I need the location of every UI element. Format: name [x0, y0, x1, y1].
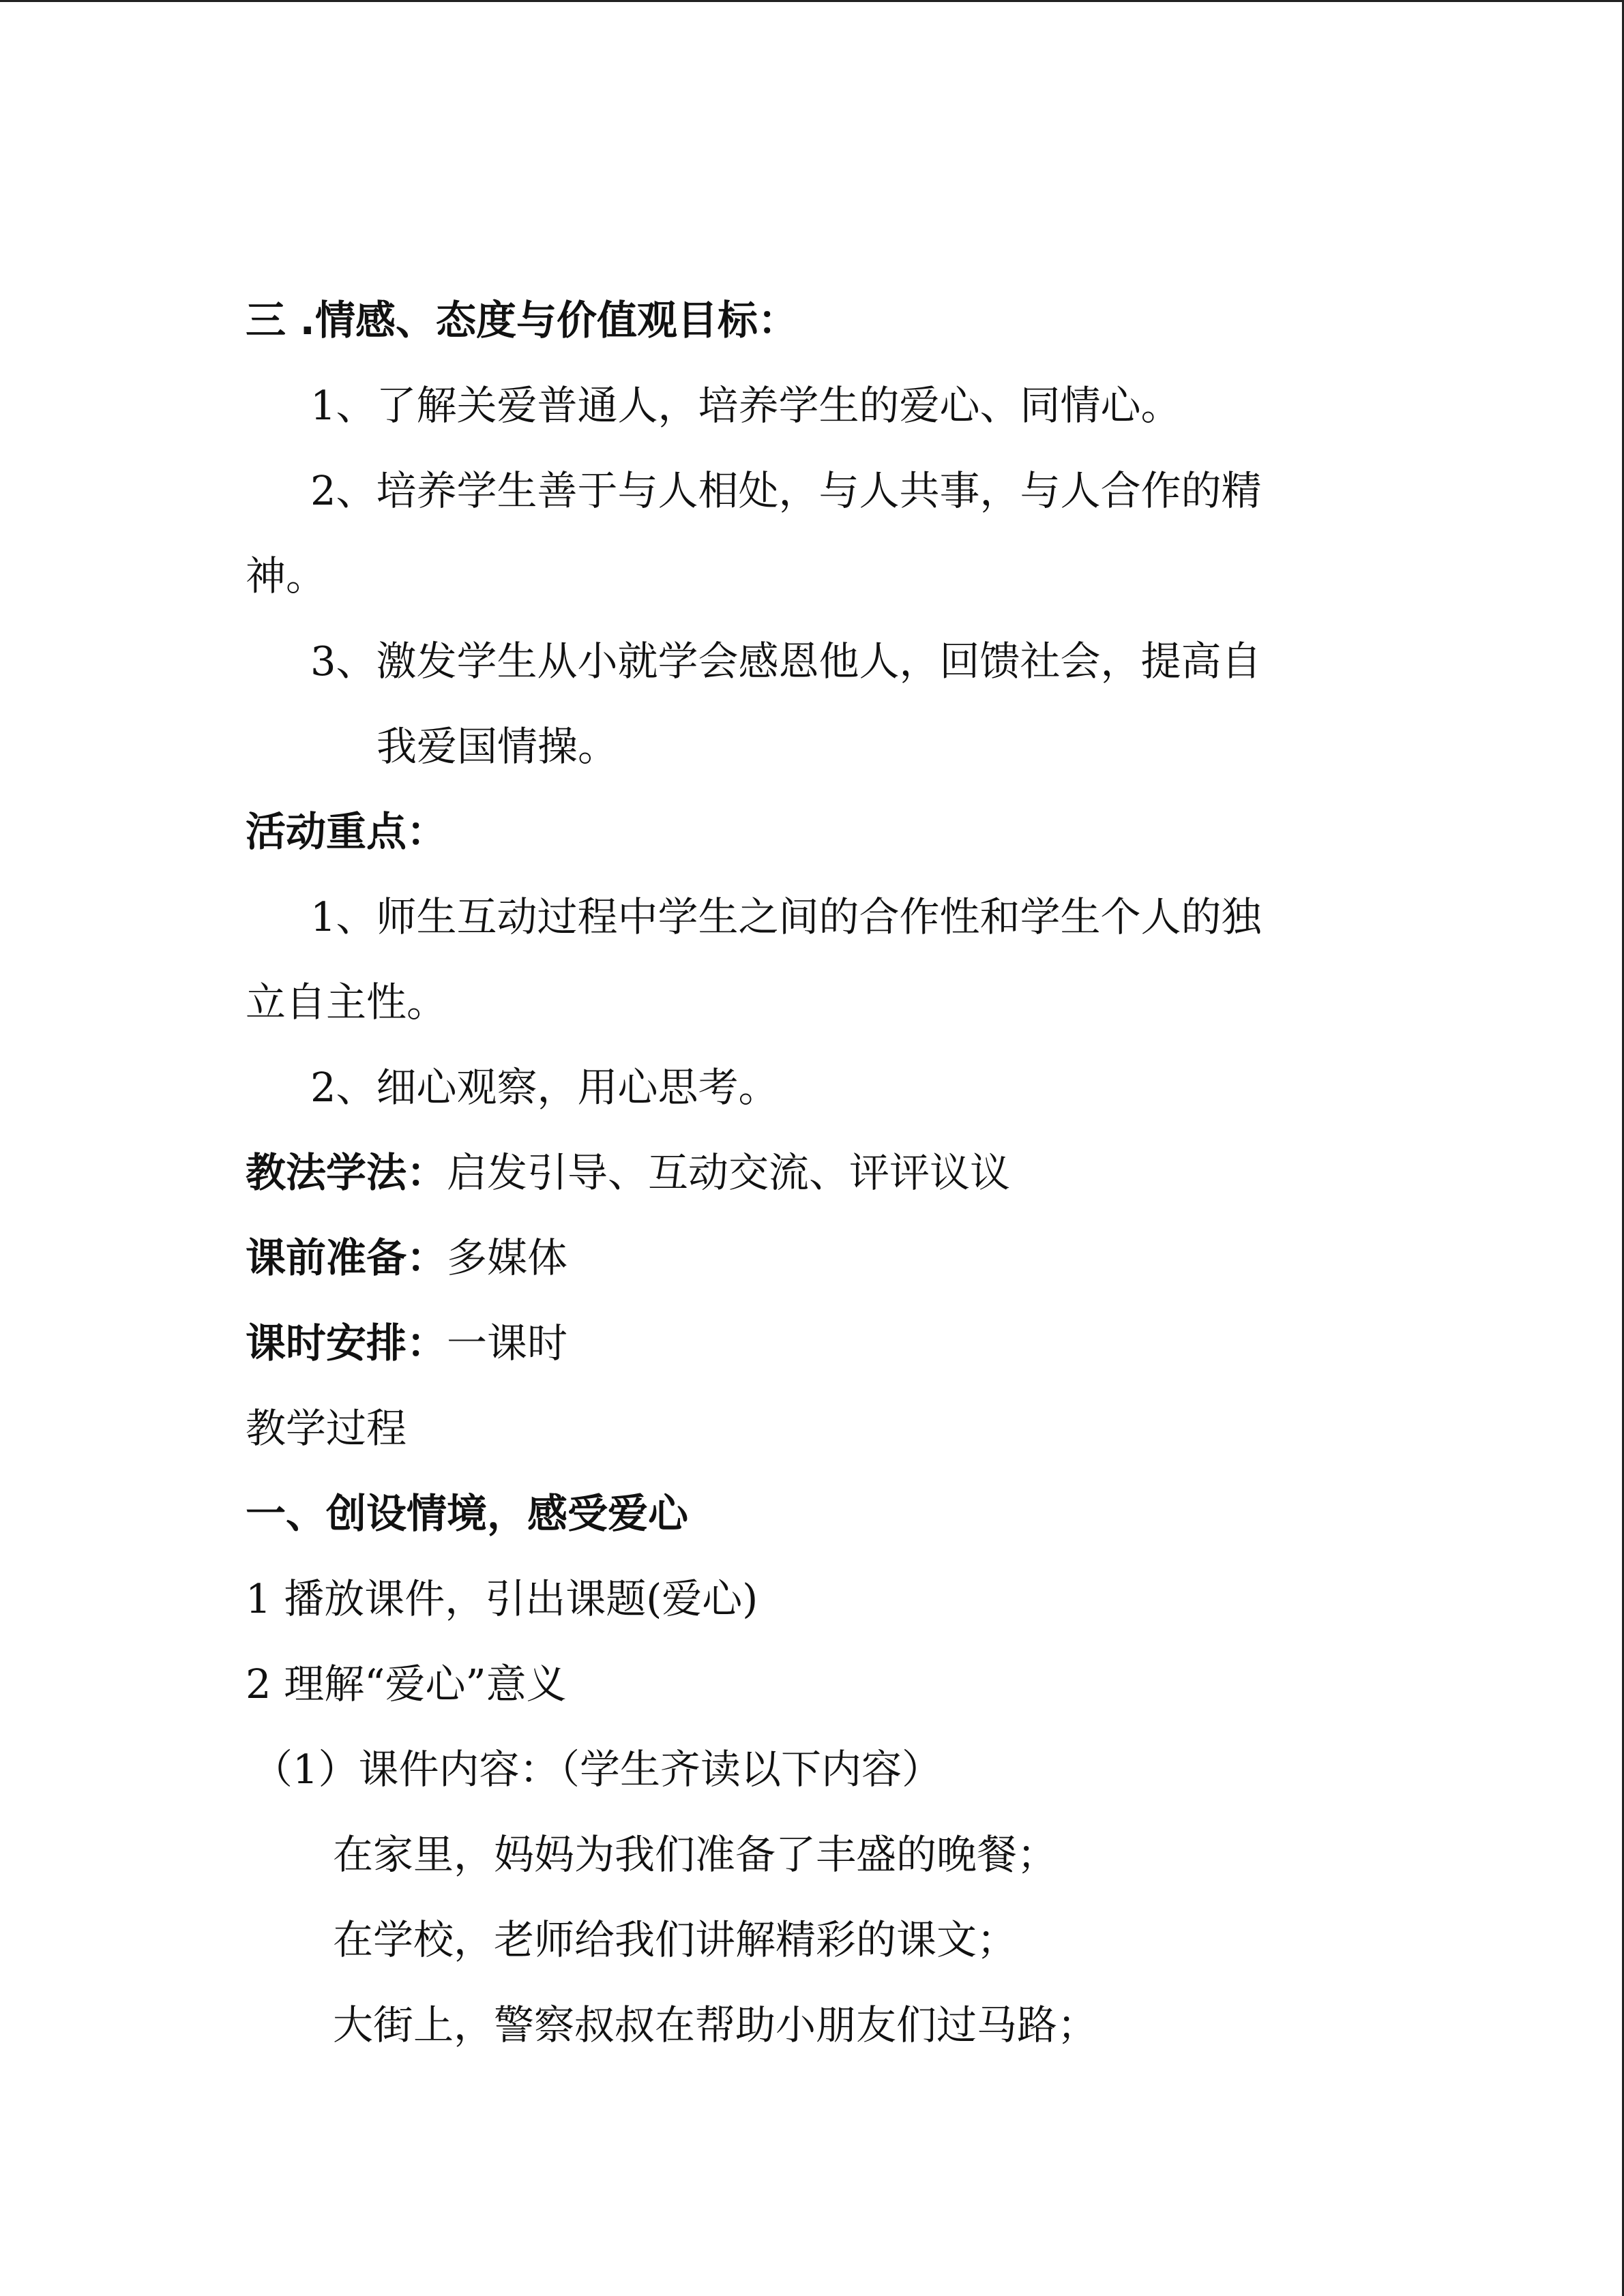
key-points-heading: 活动重点： — [246, 808, 447, 855]
part-1-step-2: 2 理解“爱心”意义 — [246, 1660, 567, 1708]
part-1-sub-1: （1）课件内容：（学生齐读以下内容） — [252, 1746, 943, 1793]
preparation-value: 多媒体 — [447, 1234, 568, 1281]
schedule-label: 课时安排： — [246, 1320, 447, 1367]
key-points-item-2: 2、细心观察，用心思考。 — [310, 1064, 779, 1111]
section-3-item-1: 1、了解关爱普通人，培养学生的爱心、同情心。 — [310, 382, 1181, 429]
preparation-row — [246, 1231, 567, 1285]
process-heading: 教学过程 — [246, 1405, 407, 1452]
methods-label: 教法学法： — [246, 1149, 447, 1196]
content-line-2: 在学校，老师给我们讲解精彩的课文； — [333, 1916, 1018, 1963]
section-3-item-2-line2: 神。 — [246, 552, 327, 599]
key-points-item-1-line1: 1、师生互动过程中学生之间的合作性和学生个人的独 — [310, 893, 1262, 940]
schedule-value: 一课时 — [447, 1320, 568, 1367]
section-3-item-3-line2: 我爱国情操。 — [377, 723, 619, 770]
section-3-item-3-line1: 3、激发学生从小就学会感恩他人，回馈社会，提高自 — [310, 638, 1262, 685]
key-points-item-1-line2: 立自主性。 — [246, 979, 447, 1026]
part-1-step-1: 1 播放课件，引出课题(爱心) — [246, 1575, 758, 1622]
content-line-3: 大街上，警察叔叔在帮助小朋友们过马路； — [333, 2001, 1098, 2048]
content-line-1: 在家里，妈妈为我们准备了丰盛的晚餐； — [333, 1831, 1058, 1878]
part-1-heading: 一、创设情境，感受爱心 — [246, 1490, 689, 1537]
methods-value: 启发引导、互动交流、评评议议 — [447, 1149, 1011, 1196]
schedule-row — [246, 1316, 567, 1371]
section-3-item-2-line1: 2、培养学生善于与人相处，与人共事，与人合作的精 — [310, 467, 1262, 514]
methods-row — [246, 1146, 1010, 1200]
section-3-heading: 三 .情感、态度与价值观目标： — [246, 297, 798, 344]
preparation-label: 课前准备： — [246, 1234, 447, 1281]
